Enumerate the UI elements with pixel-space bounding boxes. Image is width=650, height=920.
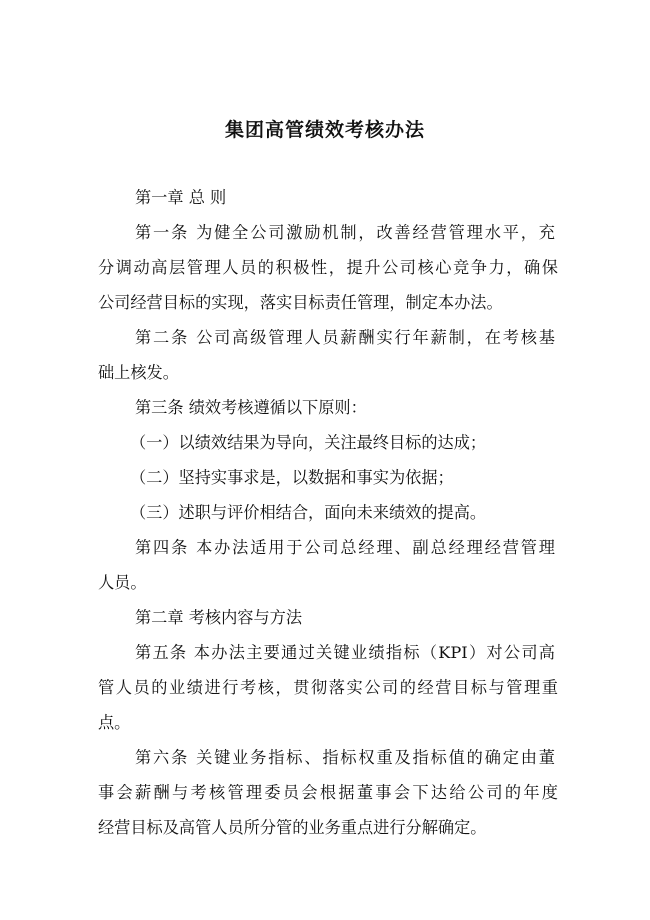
chapter-heading: 第二章 考核内容与方法 bbox=[135, 608, 303, 627]
article-line: 第五条 本办法主要通过关键业绩指标（KPI）对公司高 bbox=[135, 643, 555, 662]
article-line: 第一条 为健全公司激励机制，改善经营管理水平，充 bbox=[135, 223, 555, 242]
article-line: 经营目标及高管人员所分管的业务重点进行分解确定。 bbox=[98, 818, 487, 837]
principle-item: （二）坚持实事求是，以数据和事实为依据； bbox=[130, 468, 454, 487]
article-line: 人员。 bbox=[98, 573, 147, 592]
principle-item: （一）以绩效结果为导向，关注最终目标的达成； bbox=[130, 433, 487, 452]
article-line: 础上核发。 bbox=[98, 363, 179, 382]
document-title: 集团高管绩效考核办法 bbox=[224, 119, 425, 141]
article-line: 事会薪酬与考核管理委员会根据董事会下达给公司的年度 bbox=[98, 783, 558, 802]
article-line: 第三条 绩效考核遵循以下原则： bbox=[135, 398, 367, 417]
article-line: 第四条 本办法适用于公司总经理、副总经理经营管理 bbox=[135, 538, 555, 557]
article-line: 分调动高层管理人员的积极性，提升公司核心竞争力，确保 bbox=[98, 258, 558, 277]
principle-item: （三）述职与评价相结合，面向未来绩效的提高。 bbox=[130, 503, 487, 522]
chapter-heading: 第一章 总 则 bbox=[135, 188, 227, 207]
article-line: 点。 bbox=[98, 713, 131, 732]
article-line: 第六条 关键业务指标、指标权重及指标值的确定由董 bbox=[135, 748, 555, 767]
article-line: 管人员的业绩进行考核，贯彻落实公司的经营目标与管理重 bbox=[98, 678, 558, 697]
article-line: 第二条 公司高级管理人员薪酬实行年薪制，在考核基 bbox=[135, 328, 555, 347]
article-line: 公司经营目标的实现，落实目标责任管理，制定本办法。 bbox=[98, 293, 503, 312]
